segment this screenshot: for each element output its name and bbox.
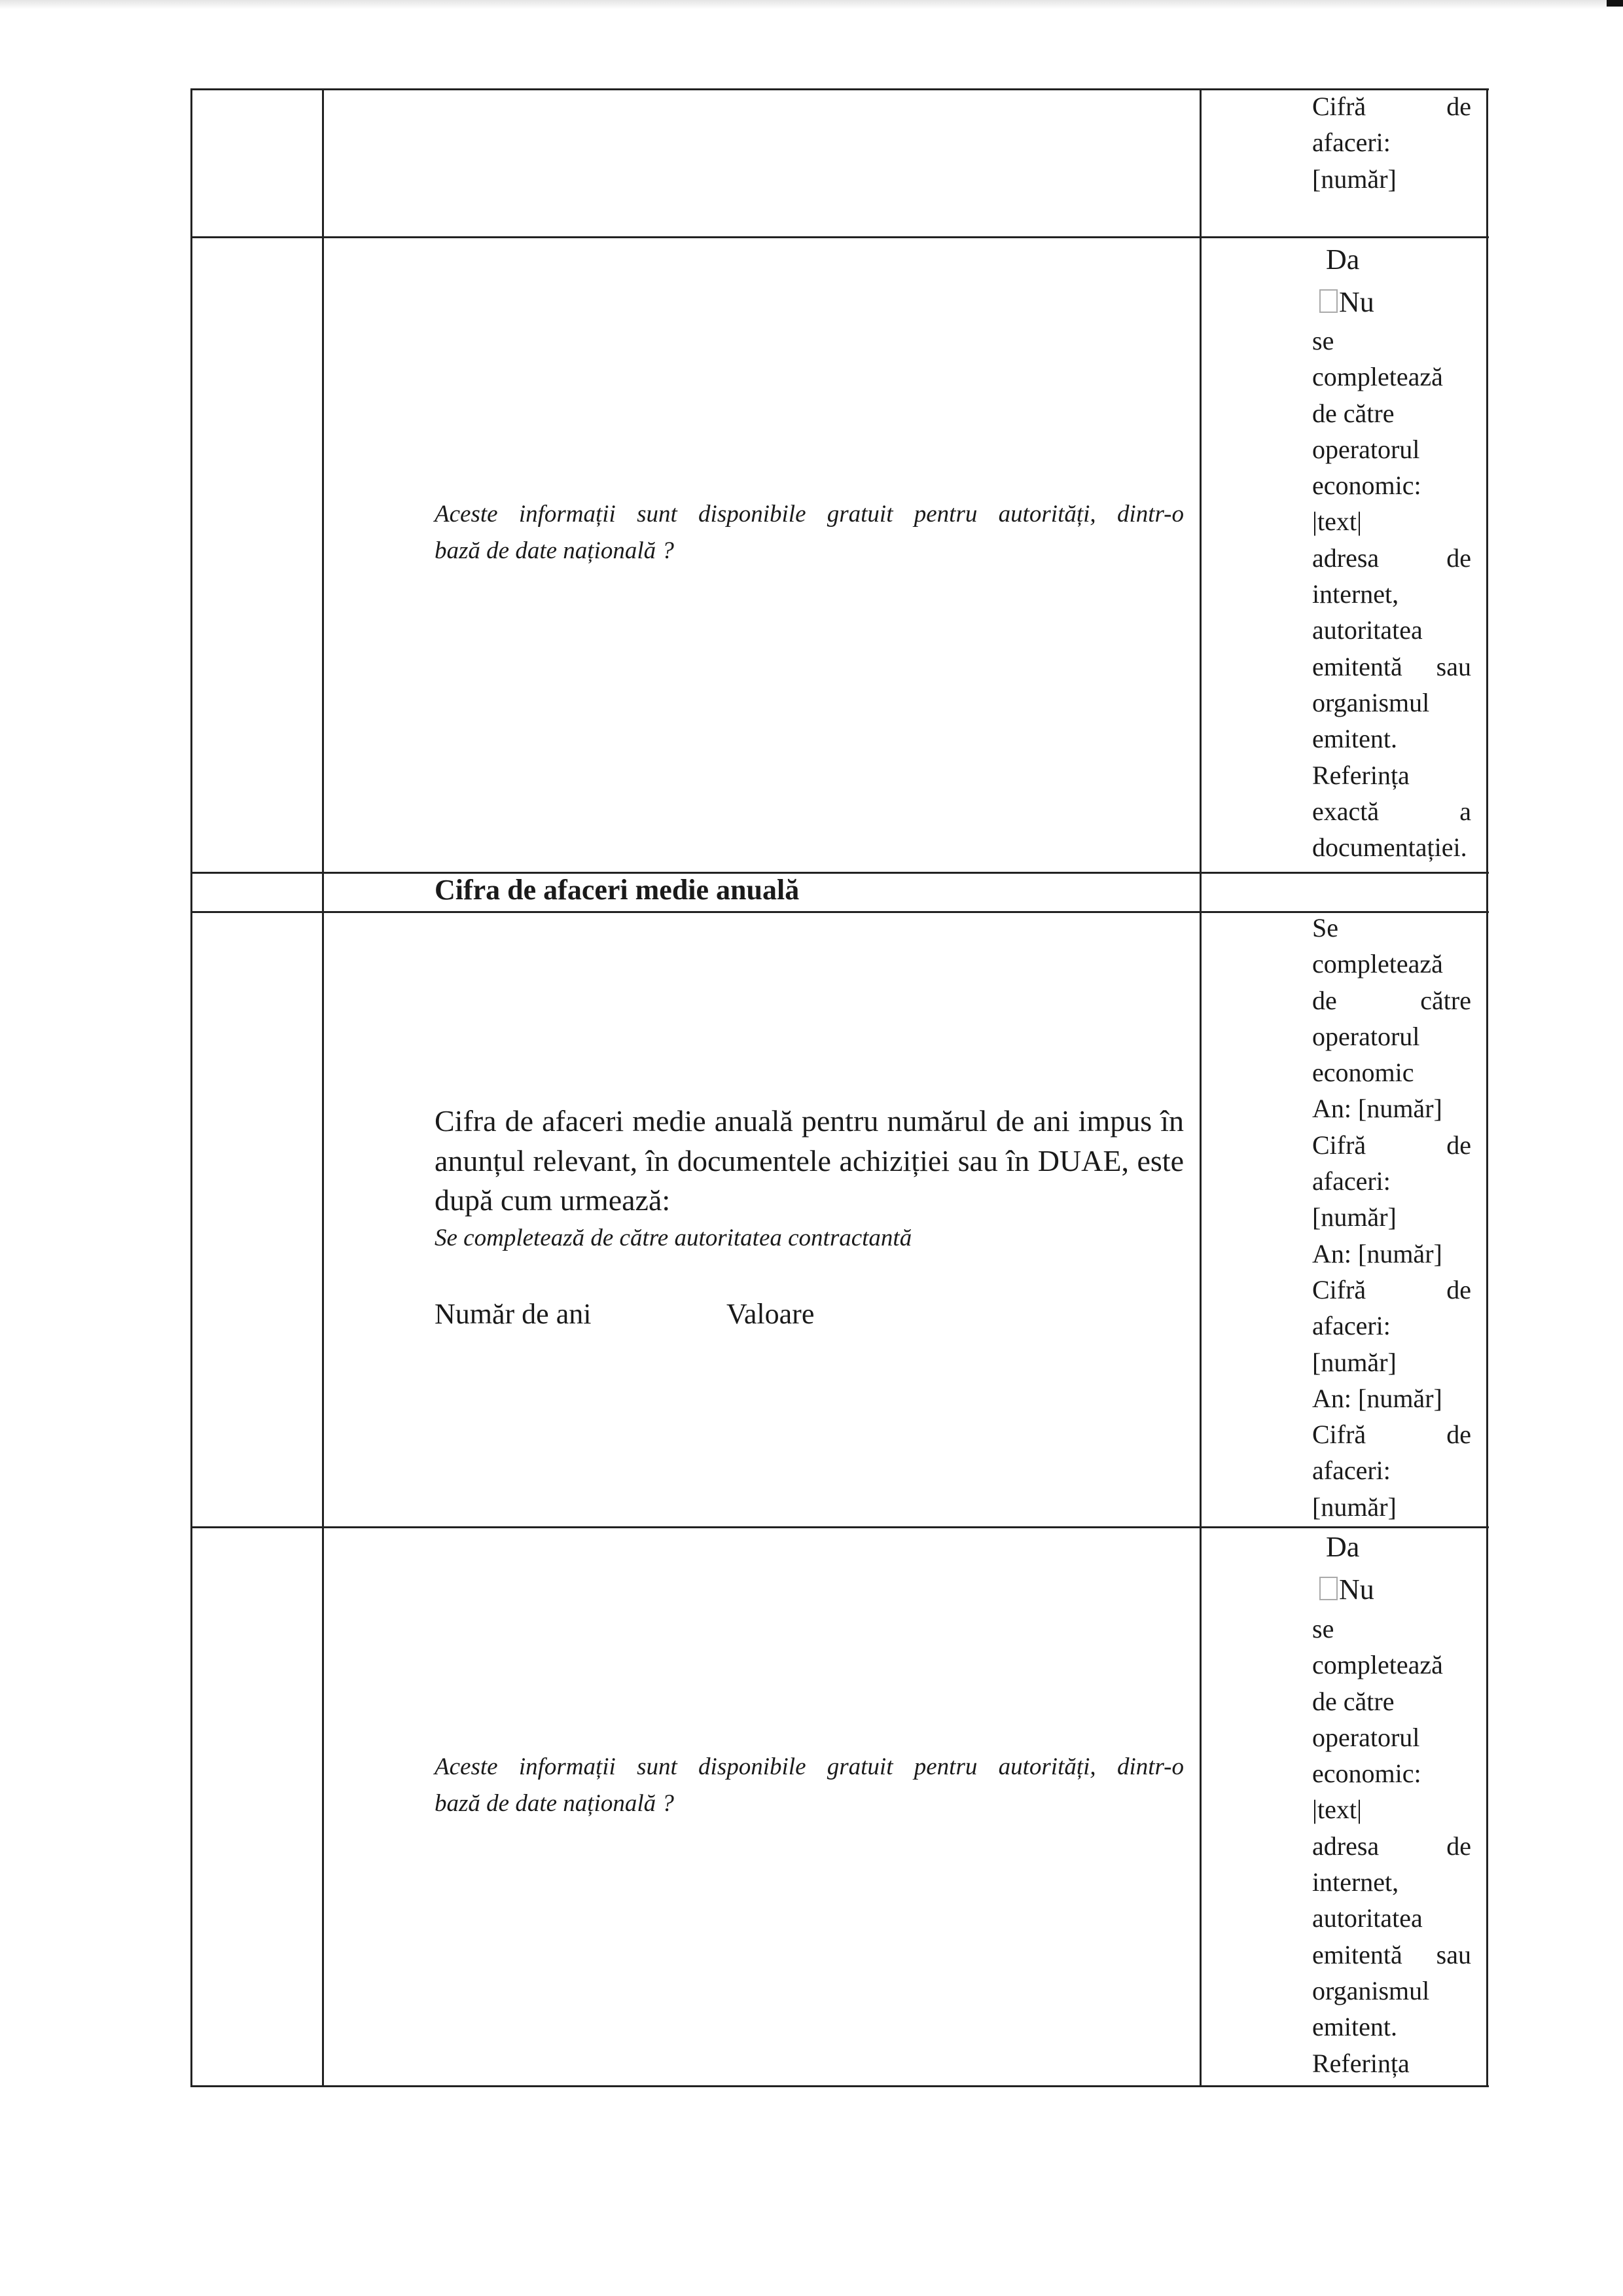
answer-word: Cifră [1312,1420,1366,1450]
row5-options [1326,1526,1374,1611]
paragraph-line: Cifra de afaceri medie anuală pentru numărul de ani impus în [435,1104,1184,1138]
answer-line [1312,1127,1471,1163]
col-years-label: Număr de ani [435,1298,592,1330]
answer-line [1312,1937,1471,1973]
answer-line [1312,1828,1471,1864]
answer-line: afaceri: [1312,1166,1391,1196]
answer-line: economic: [1312,471,1421,501]
checkbox-icon[interactable] [1319,1577,1338,1600]
answer-word: de [1312,985,1337,1015]
question-line: bază de date națională ? [435,537,674,564]
answer-line [1312,793,1471,829]
row5-answer [1312,1611,1471,2081]
table-border-left [190,88,192,2087]
row-divider [190,872,1489,874]
answer-line: afaceri: [1312,1311,1391,1341]
answer-line: afaceri: [1312,1456,1391,1486]
answer-line: autoritatea [1312,1903,1423,1933]
answer-line: afaceri: [1312,128,1391,158]
answer-line: organismul [1312,687,1430,717]
answer-line: |text| [1312,1795,1362,1825]
table-border-bottom [190,2085,1489,2087]
paragraph-line: anunțul relevant, în documentele achiziției sau în DUAE, este [435,1143,1184,1177]
answer-line: [număr] [1312,1492,1397,1522]
row2-question [435,496,1184,569]
answer-line: An: [număr] [1312,1383,1442,1413]
answer-line: operatorul [1312,1722,1420,1752]
answer-word: de [1446,1274,1471,1304]
answer-word: emitentă [1312,651,1402,681]
column-divider [322,88,324,2087]
option-no[interactable] [1319,1568,1374,1611]
answer-word: a [1459,796,1471,826]
answer-line: completează [1312,949,1443,979]
row5-question [435,1749,1184,1822]
answer-line [1312,1416,1471,1452]
answer-line: completează [1312,362,1443,392]
answer-word: de [1446,1831,1471,1861]
answer-word: exactă [1312,796,1380,826]
answer-word: emitentă [1312,1939,1402,1969]
option-no[interactable] [1319,281,1374,323]
answer-line [1312,982,1471,1018]
question-line: bază de date națională ? [435,1790,674,1817]
answer-word: Cifră [1312,1274,1366,1304]
answer-word: de [1446,1420,1471,1450]
row4-note: Se completează de către autoritatea contractantă [435,1225,912,1251]
answer-line [1312,649,1471,685]
answer-line: Referința [1312,760,1410,790]
answer-line: de către [1312,1686,1395,1716]
answer-line: economic [1312,1058,1414,1088]
row2-options [1326,238,1374,323]
answer-line: completează [1312,1650,1443,1680]
scan-edge-shadow [0,0,1623,9]
answer-word: adresa [1312,543,1380,573]
answer-line: de către [1312,398,1395,428]
option-no-label: Nu [1339,286,1374,318]
answer-line: se [1312,326,1334,355]
answer-line [1312,540,1471,576]
answer-line: An: [număr] [1312,1094,1442,1124]
answer-line: Se [1312,913,1338,942]
answer-line: internet, [1312,579,1399,609]
answer-line: operatorul [1312,1021,1420,1051]
answer-line: emitent. [1312,2012,1397,2042]
answer-word: adresa [1312,1831,1380,1861]
option-yes-label: Da [1326,1531,1360,1563]
row2-answer [1312,323,1471,865]
answer-line: [număr] [1312,1347,1397,1377]
option-yes[interactable] [1326,1526,1374,1568]
answer-line [1312,88,1471,124]
answer-word: sau [1436,1939,1471,1969]
answer-line: Referința [1312,2048,1410,2078]
column-divider [1200,88,1202,2087]
answer-word: Cifră [1312,1130,1366,1160]
table-border-top [190,88,1489,90]
row4-answer [1312,910,1471,1525]
answer-line: |text| [1312,507,1362,537]
answer-line: se [1312,1614,1334,1643]
option-yes[interactable] [1326,238,1374,281]
col-value-label: Valoare [726,1298,815,1330]
answer-line: operatorul [1312,434,1420,464]
answer-line: [număr] [1312,164,1397,194]
answer-line: autoritatea [1312,615,1423,645]
row-divider [190,911,1489,913]
scan-mark [1607,0,1623,7]
question-line: Aceste informații sunt disponibile gratuit pentru autorități, dintr-o [435,1753,1184,1780]
answer-line [1312,1272,1471,1308]
answer-word: Cifră [1312,92,1366,121]
row-divider [190,1526,1489,1528]
question-line: Aceste informații sunt disponibile gratuit pentru autorități, dintr-o [435,501,1184,528]
answer-word: de [1446,543,1471,573]
answer-line: [număr] [1312,1202,1397,1232]
answer-word: către [1420,985,1471,1015]
option-no-label: Nu [1339,1573,1374,1605]
paragraph-line: după cum urmează: [435,1183,671,1217]
answer-line: An: [număr] [1312,1238,1442,1268]
table-border-right [1486,88,1488,2087]
answer-line: internet, [1312,1867,1399,1897]
answer-line: documentației. [1312,833,1467,863]
row-divider [190,236,1489,238]
answer-word: de [1446,1130,1471,1160]
section-heading: Cifra de afaceri medie anuală [435,874,800,906]
answer-word: de [1446,92,1471,121]
answer-line: economic: [1312,1759,1421,1789]
checkbox-icon[interactable] [1319,289,1338,313]
option-yes-label: Da [1326,243,1360,276]
answer-word: sau [1436,651,1471,681]
row4-question [435,1102,1184,1221]
row1-answer [1312,88,1471,197]
answer-line: organismul [1312,1975,1430,2005]
answer-line: emitent. [1312,724,1397,754]
